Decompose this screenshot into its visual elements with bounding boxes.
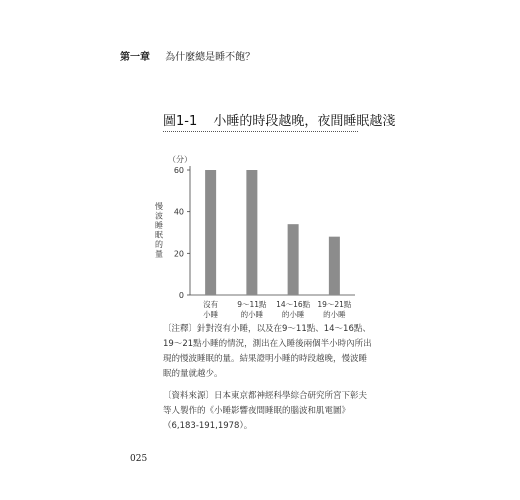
bar (329, 237, 340, 295)
chart-source: 〔資料來源〕日本東京都神經科學綜合研究所宮下彰夫等人製作的《小睡影響夜間睡眠的腦波和肌電圖》（6,183-191,1978）。 (163, 391, 368, 431)
y-tick-label: 40 (173, 207, 184, 217)
running-head (120, 48, 255, 63)
title-dotted-rule (163, 131, 358, 132)
bar (246, 170, 257, 295)
chart-note: 〔注釋〕針對沒有小睡，以及在9～11點、14～16點、19～21點小睡的情況，測出在入睡後兩個半小時內所出現的慢波睡眠的量。結果證明小睡的時段越晚，慢波睡眠的量就越少。 (163, 324, 372, 379)
x-tick-label: 沒有小睡 (203, 300, 219, 319)
x-tick-label: 9～11點的小睡 (237, 300, 267, 319)
y-tick-label: 60 (173, 166, 184, 175)
y-tick-label: 20 (173, 249, 184, 259)
bar (288, 224, 299, 295)
page-number: 025 (130, 454, 148, 464)
y-axis-title: 慢波睡眠的量 (155, 201, 163, 259)
y-unit-label: （分） (168, 155, 192, 164)
chapter-title: 為什麼總是睡不飽？ (165, 52, 256, 63)
figure-caption: 小睡的時段越晚，夜間睡眠越淺 (213, 114, 396, 129)
bar (205, 170, 216, 295)
figure-title (163, 110, 395, 129)
x-tick-label: 19～21點的小睡 (317, 300, 352, 319)
bar-chart (150, 150, 370, 320)
y-tick-label: 0 (178, 291, 184, 300)
figure-number: 圖1-1 (163, 114, 198, 129)
x-tick-label: 14～16點的小睡 (276, 300, 311, 319)
chapter-label: 第一章 (120, 52, 150, 63)
